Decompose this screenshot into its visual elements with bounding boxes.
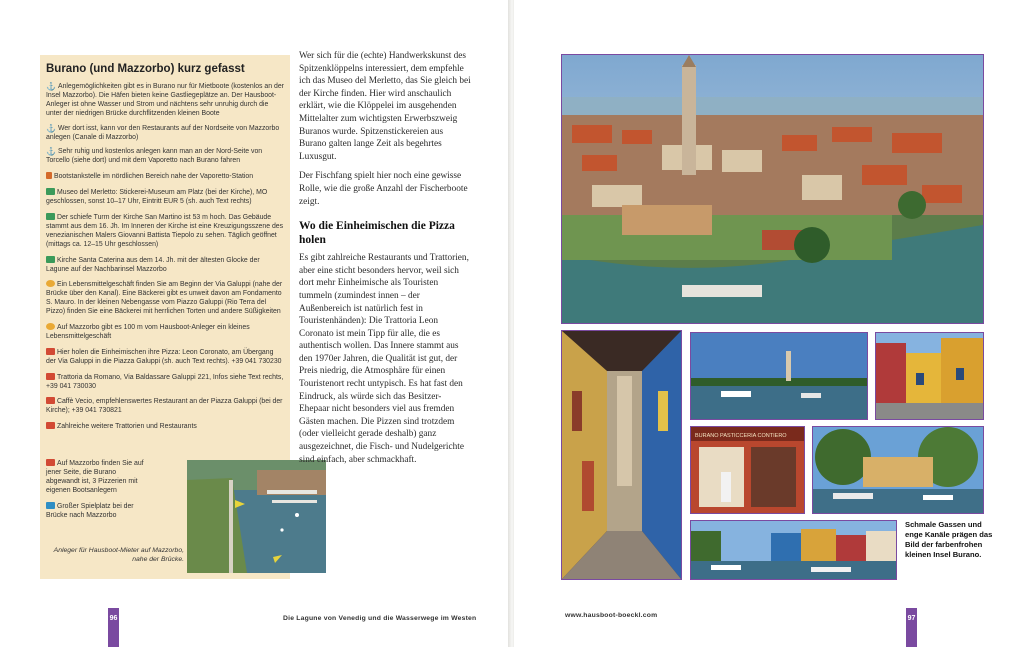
entry-text: Hier holen die Einheimischen ihre Pizza: Leon Coronato, am Übergang der Via Galuppi in die Piazza Galuppi (sh. auch Text rechts). +39 041 730230 [46,348,282,365]
list-item [46,280,284,317]
restaurant-icon [46,459,55,466]
list-item [46,172,284,182]
list-item [46,422,284,432]
paragraph: Der Fischfang spielt hier noch eine gewisse Rolle, wie die große Anzahl der Fischerboote zeigt. [299,171,468,207]
list-item [46,125,284,143]
entry-text: Sehr ruhig und kostenlos anlegen kann man an der Nord-Seite von Torcello (siehe dort) und mit dem Vaporetto nach Burano fahren [46,148,263,165]
box-title: Burano (und Mazzorbo) kurz gefasst [46,63,245,75]
shopping-icon [46,323,55,330]
boat-rental-icon [46,172,52,179]
list-item [46,348,284,367]
entry-text: Ein Lebensmittelgeschäft finden Sie am Beginn der Via Galuppi (nahe der Brücke über den Kanal). Eine Bäckerei gibt es unweit davon am Fondamento S. Mauro. In der kleinen Nebengasse vom Piazzo Galuppi (Rio Terra del Pizzo) finden Sie eine Bäckerei mit herrlichen Torten und andere Süßigkeiten [46,281,283,316]
page-number: 97 [907,615,916,622]
entry-text: Trattoria da Romano, Via Baldassare Galuppi 221, Infos siehe Text rechts, +39 041 730030 [46,373,284,390]
website-url: www.hausboot-boeckl.com [565,612,658,619]
list-item [46,397,284,416]
entry-text: Großer Spielplatz bei der Brücke nach Mazzorbo [46,502,134,519]
restaurant-icon [46,373,55,380]
shopping-icon [46,280,55,287]
list-item [46,373,284,392]
photo-caption: Anleger für Hausboot-Mieter auf Mazzorbo, nahe der Brücke. [53,547,184,563]
entry-text: Wer dort isst, kann vor den Restaurants auf der Nordseite von Mazzorbo anlegen (Canale di Mazzorbo) [46,124,280,141]
info-box [40,55,290,579]
pastry-shop-photo [690,426,805,514]
paragraph: Es gibt zahlreiche Restaurants und Trattorien, aber eine sticht besonders hervor, weil sich dort mehr Einheimische als Touristen tummeln (zumindest innen – der Außenbereich ist natürlich fest in Touristenhänden): Die Trattoria Leon Coronato ist mein Tipp für alle, die es authentisch wollen. Das Innere stammt aus den 1970er Jahren, die Qualität ist gut, der Preis niedrig, die Atmosphäre für einen Touristenort recht untypisch. Es hat fast den Eindruck, als würde sich das Besitzer-Ehepaar nicht besonders viel aus fremden Gästen machen. Die Pizzen sind trotzdem (oder vielleicht gerade deshalb) ganz ausgezeichnet, die Fisch- und Nudelgerichte sind einfach, aber schmackhaft. [299,253,469,465]
entry-text: Zahlreiche weitere Trattorien und Restaurants [57,423,197,431]
canal-boats-photo [690,332,868,420]
page-tab [906,608,917,647]
tail-entry-list [46,459,144,526]
list-item [46,213,284,250]
narrow-alley-photo [561,330,682,580]
list-item [46,323,284,342]
museum-icon [46,188,55,195]
restaurant-icon [46,348,55,355]
entry-list [46,83,284,432]
canal-trees-photo [812,426,984,514]
anchor-icon: ⚓ [46,82,56,91]
left-page [0,0,510,647]
paragraph: Wer sich für die (echte) Handwerkskunst des Spitzenklöppelns interessiert, dem empfehle ich das Museo del Merletto, das Sie gleich bei der Kirche finden. Hier wird anschaulich erklärt, wie die Klöppelei im ausgehenden Mittelalter zum wichtigsten Erwerbszweig Buranos wurde. Spitzenstickereien aus Burano galten lange Zeit als begehrtes Luxusgut. [299,51,471,162]
entry-text: Caffè Vecio, empfehlenswertes Restaurant an der Piazza Galuppi (bei der Kirche); +39 041 730821 [46,398,283,415]
anchor-icon: ⚓ [46,147,56,157]
museum-icon [46,213,55,220]
entry-text: Auf Mazzorbo finden Sie auf jener Seite, die Burano abgewandt ist, 3 Pizzerien mit eigenen Bootsanlegern [46,460,144,494]
page-tab [108,608,119,647]
entry-text: Anlegemöglichkeiten gibt es in Burano nur für Mietboote (kostenlos an der Insel Mazzorbo). Die Häfen bieten keine Gastliegeplätze an. Der Hausboot-Anleger ist ohne Wasser und Strom und nächtens sehr unruhig durch die unter der niedrigen Brücke durchflitzenden kleinen Boote [46,83,284,117]
entry-text: Kirche Santa Caterina aus dem 14. Jh. mit der ältesten Glocke der Lagune auf der Nachbarinsel Mazzorbo [46,256,260,273]
burano-aerial-photo [561,54,984,324]
playground-icon [46,502,55,509]
restaurant-icon [46,397,55,404]
entry-text: Bootstankstelle im nördlichen Bereich nahe der Vaporetto-Station [54,173,254,181]
restaurant-icon [46,422,55,429]
list-item [46,459,144,496]
mooring-aerial-photo [187,460,326,573]
museum-icon [46,256,55,263]
entry-text: Der schiefe Turm der Kirche San Martino ist 53 m hoch. Das Gebäude stammt aus dem 16. Jh. Im Inneren der Kirche ist eine Kreuzigungsszene des venezianischen Malers Giovanni Battista Tiepolo zu sehen. Täglich geöffnet (mittags ca. 12–15 Uhr geschlossen) [46,213,284,248]
page-number: 96 [109,615,118,622]
entry-text: Museo del Merletto: Stickerei-Museum am Platz (bei der Kirche), MO geschlossen, sonst 10–17 Uhr, Eintritt EUR 5 (sh. auch Text rechts) [46,189,268,206]
list-item [46,256,284,275]
list-item [46,188,284,207]
waterfront-houses-photo [690,520,897,580]
list-item [46,83,284,119]
entry-text: Auf Mazzorbo gibt es 100 m vom Hausboot-Anleger ein kleines Lebensmittelgeschäft [46,324,250,340]
footer-title: Die Lagune von Venedig und die Wasserwege im Westen [283,615,477,622]
anchor-icon: ⚓ [46,123,56,133]
body-text-column [299,50,471,473]
shop-sign: BURANO PASTICCERIA CONTIERO [695,433,787,439]
list-item [46,148,284,166]
list-item [46,502,144,521]
colorful-houses-photo [875,332,984,420]
photo-caption: Schmale Gassen und enge Kanäle prägen das Bild der farbenfrohen kleinen Insel Burano. [905,520,993,559]
section-heading: Wo die Einheimischen die Pizza holen [299,220,455,246]
